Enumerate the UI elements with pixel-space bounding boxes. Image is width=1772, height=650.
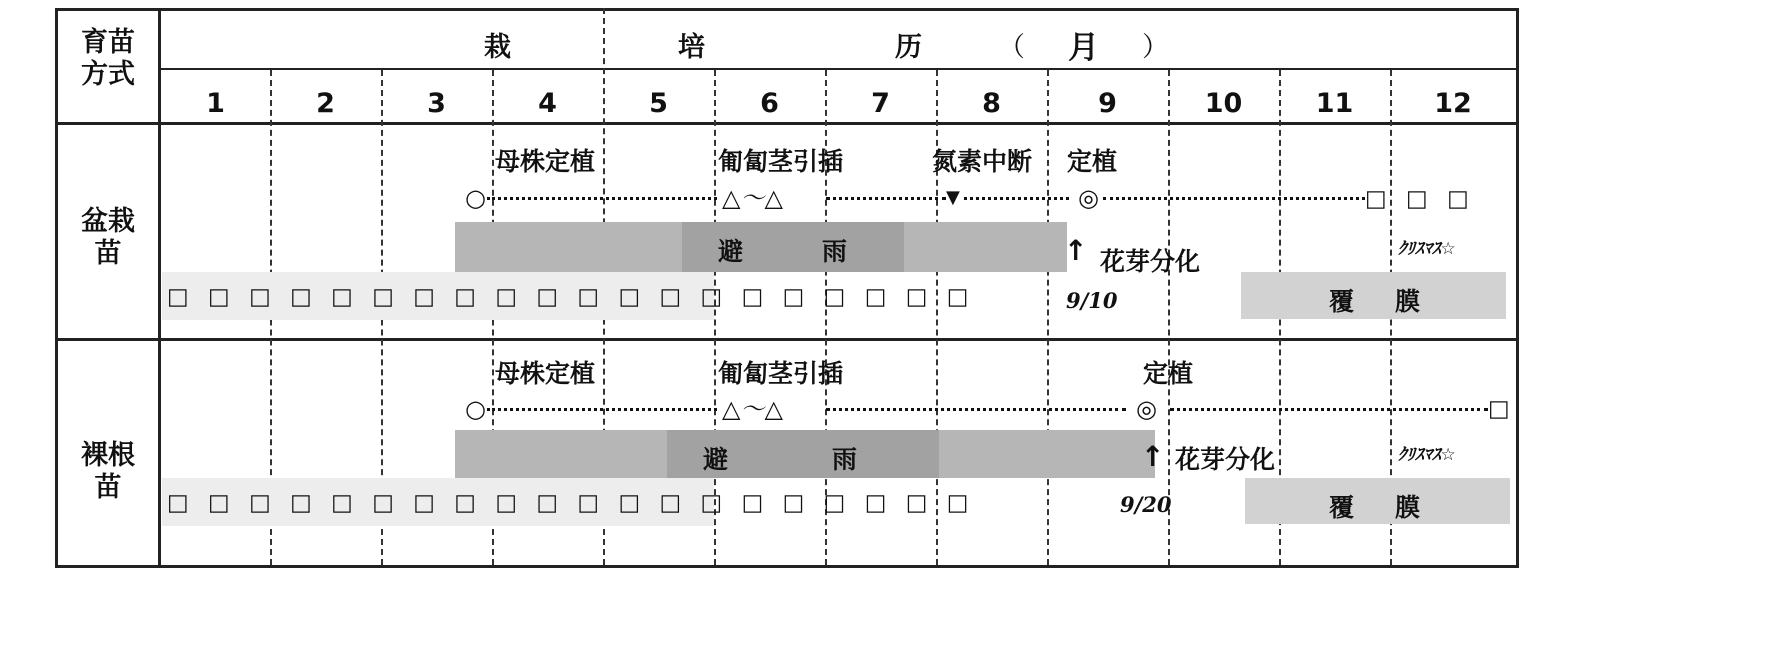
film-mulch-bar	[1241, 272, 1506, 319]
rain-shelter-label-left: 避	[703, 445, 729, 474]
method-header-line1: 育苗	[81, 27, 135, 58]
row-label-line1: 盆栽	[81, 206, 135, 237]
rain-shelter-label-right: 雨	[822, 237, 848, 266]
table-top-border	[55, 8, 1519, 11]
transplant-label: 定植	[1143, 359, 1194, 388]
triangle-marker: ▼	[946, 187, 960, 208]
month-label: 3	[427, 88, 446, 119]
schedule-dotted-line	[487, 197, 717, 200]
schedule-dotted-line	[1103, 197, 1365, 200]
schedule-dotted-line	[826, 197, 946, 200]
transplant-label: 定植	[1067, 147, 1118, 176]
range-marker: △～△	[722, 184, 783, 212]
runner-cutting-label: 匍匐茎引插	[718, 359, 844, 388]
mother-plant-label: 母株定植	[495, 359, 596, 388]
end-square: □	[1488, 396, 1516, 422]
flower-bud-label: 花芽分化	[1100, 247, 1201, 276]
method-header-line2: 方式	[81, 59, 135, 90]
double-circle-marker: ◎	[1078, 184, 1099, 212]
film-mulch-label-right: 膜	[1395, 493, 1421, 522]
header-bottom-border	[55, 122, 1519, 125]
nitrogen-stop-label: 氮素中断	[932, 147, 1033, 176]
christmas-label: ｸﾘｽﾏｽ☆	[1398, 239, 1456, 259]
month-label: 7	[871, 88, 890, 119]
month-row-separator	[160, 68, 1519, 70]
circle-marker: ○	[465, 184, 486, 212]
schedule-dotted-line	[1170, 408, 1488, 411]
calendar-title-char: 培	[678, 32, 705, 63]
table-bottom-border	[55, 565, 1519, 568]
calendar-title-char: （	[998, 32, 1025, 63]
film-mulch-label-right: 膜	[1395, 287, 1421, 316]
calendar-title-char: 历	[895, 32, 922, 63]
month-label: 6	[760, 88, 779, 119]
harvest-squares: □ □ □ □ □ □ □ □ □ □ □ □ □ □ □ □ □ □ □ □	[167, 490, 975, 516]
schedule-dotted-line	[964, 197, 1069, 200]
calendar-title-char: 月	[1068, 30, 1099, 66]
row-separator	[55, 338, 1519, 341]
rain-shelter-label-right: 雨	[832, 445, 858, 474]
range-marker: △～△	[722, 395, 783, 423]
month-label: 9	[1098, 88, 1117, 119]
christmas-label: ｸﾘｽﾏｽ☆	[1398, 445, 1456, 465]
month-label: 4	[538, 88, 557, 119]
flower-arrow-icon: ↑	[1064, 234, 1088, 267]
method-header	[58, 27, 158, 91]
circle-marker: ○	[465, 395, 486, 423]
table-right-border	[1516, 8, 1519, 568]
month-label: 10	[1204, 88, 1243, 119]
month-label: 2	[316, 88, 335, 119]
flower-arrow-icon: ↑	[1141, 440, 1165, 473]
film-mulch-label-left: 覆	[1329, 493, 1355, 522]
rain-shelter-label-left: 避	[718, 237, 744, 266]
month-divider	[1168, 70, 1170, 565]
calendar-title-char: ）	[1142, 32, 1169, 63]
month-label: 8	[982, 88, 1001, 119]
harvest-squares: □ □ □ □ □ □ □ □ □ □ □ □ □ □ □ □ □ □ □ □	[167, 284, 975, 310]
double-circle-marker: ◎	[1136, 395, 1157, 423]
month-label: 5	[649, 88, 668, 119]
flower-bud-label: 花芽分化	[1175, 445, 1276, 474]
film-mulch-label-left: 覆	[1329, 287, 1355, 316]
date-label: 9/10	[1066, 288, 1118, 313]
row-label-bareroot	[58, 440, 158, 504]
schedule-dotted-line	[826, 408, 1126, 411]
row-label-line2: 苗	[94, 238, 122, 269]
row-label-line1: 裸根	[81, 440, 135, 471]
mother-plant-label: 母株定植	[495, 147, 596, 176]
film-mulch-bar	[1245, 478, 1510, 524]
month-label: 11	[1315, 88, 1354, 119]
calendar-title-char: 栽	[484, 32, 511, 63]
rain-shelter-bar-dark	[682, 222, 904, 272]
row-label-line2: 苗	[94, 472, 122, 503]
month-label: 12	[1434, 88, 1472, 119]
runner-cutting-label: 匍匐茎引插	[718, 147, 844, 176]
date-label: 9/20	[1120, 492, 1172, 517]
month-divider	[1047, 70, 1049, 565]
row-label-potted	[58, 206, 158, 270]
december-squares: □ □ □	[1365, 186, 1475, 212]
schedule-dotted-line	[487, 408, 717, 411]
month-label: 1	[206, 88, 225, 119]
